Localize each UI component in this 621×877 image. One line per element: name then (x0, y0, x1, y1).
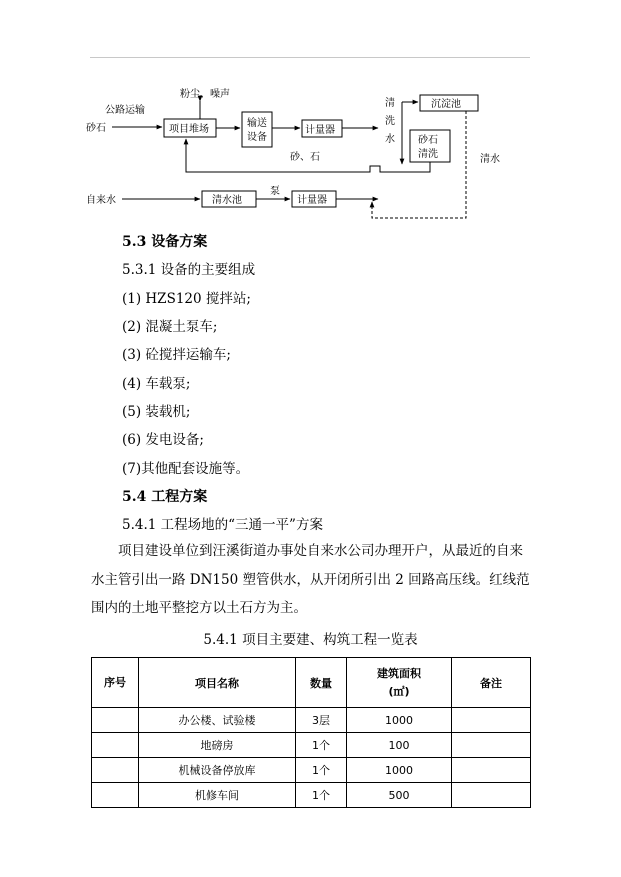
table-row (92, 783, 531, 808)
table-row (92, 733, 531, 758)
cell-note (452, 733, 531, 758)
sand-stone-input-label: 砂石 (86, 123, 106, 134)
cell-name: 地磅房 (139, 733, 296, 758)
cell-no (92, 733, 139, 758)
header-area-main: 建筑面积 (377, 666, 421, 680)
table-header-row (92, 658, 531, 708)
site-preparation-paragraph: 项目建设单位到汪溪街道办事处自来水公司办理开户，从最近的自来水主管引出一路 DN150 塑管供水，从开闭所引出 2 回路高压线。红线范围内的土地平整挖方以土石方为主。 (91, 543, 530, 616)
clear-water-dashed-line (372, 111, 466, 218)
dust-noise-label: 粉尘、噪声 (180, 89, 230, 100)
header-area (347, 658, 452, 708)
section-5-3-heading: 5.3 设备方案 (122, 234, 208, 250)
cell-area: 500 (347, 783, 452, 808)
wash-water-label-1: 清 (385, 98, 395, 109)
sand-washing-label-1: 砂石 (418, 135, 438, 146)
tap-water-label: 自来水 (86, 195, 116, 206)
section-5-4-heading: 5.4 工程方案 (122, 489, 208, 505)
section-5-3-1-heading: 5.3.1 设备的主要组成 (122, 262, 256, 278)
cell-note (452, 708, 531, 733)
cell-note (452, 758, 531, 783)
conveyor-label-2: 设备 (247, 132, 267, 143)
clear-water-label: 清水 (480, 154, 500, 165)
cell-name: 办公楼、试验楼 (139, 708, 296, 733)
equipment-item: (7)其他配套设施等。 (122, 461, 250, 477)
header-no: 序号 (92, 658, 139, 708)
equipment-item: (2) 混凝土泵车; (122, 319, 218, 335)
section-5-4-1-heading: 5.4.1 工程场地的“三通一平”方案 (122, 517, 323, 533)
cell-no (92, 783, 139, 808)
equipment-item: (3) 砼搅拌运输车; (122, 347, 231, 363)
cell-no (92, 758, 139, 783)
road-transport-label: 公路运输 (105, 105, 145, 116)
table-row (92, 758, 531, 783)
cell-qty: 1个 (296, 758, 347, 783)
cell-name: 机修车间 (139, 783, 296, 808)
header-qty: 数量 (296, 658, 347, 708)
sand-stone-return-label: 砂、石 (290, 152, 320, 163)
conveyor-label-1: 输送 (247, 118, 267, 129)
header-area-unit: (㎡) (388, 684, 410, 698)
meter-top-label: 计量器 (305, 125, 335, 136)
process-flow-diagram (0, 0, 621, 240)
table-caption: 5.4.1 项目主要建、构筑工程一览表 (203, 632, 418, 648)
meter-bottom-label: 计量器 (297, 195, 327, 206)
header-note: 备注 (452, 658, 531, 708)
sedimentation-tank-label: 沉淀池 (431, 99, 461, 110)
cell-name: 机械设备停放库 (139, 758, 296, 783)
cell-no (92, 708, 139, 733)
equipment-item: (5) 装载机; (122, 404, 191, 420)
wash-water-label-2: 洗 (385, 116, 395, 127)
pump-label: 泵 (270, 186, 280, 197)
cell-note (452, 783, 531, 808)
wash-water-label-3: 水 (385, 134, 395, 145)
stockpile-label: 项目堆场 (169, 124, 209, 135)
table-row (92, 708, 531, 733)
equipment-item: (4) 车载泵; (122, 376, 191, 392)
equipment-item: (6) 发电设备; (122, 432, 204, 448)
cell-area: 1000 (347, 758, 452, 783)
cell-area: 100 (347, 733, 452, 758)
cell-qty: 1个 (296, 783, 347, 808)
header-name: 项目名称 (139, 658, 296, 708)
cell-qty: 3层 (296, 708, 347, 733)
clear-pool-label: 清水池 (212, 195, 242, 206)
construction-table (91, 657, 531, 808)
cell-area: 1000 (347, 708, 452, 733)
sand-washing-label-2: 清洗 (418, 149, 438, 160)
equipment-item: (1) HZS120 搅拌站; (122, 291, 251, 307)
cell-qty: 1个 (296, 733, 347, 758)
